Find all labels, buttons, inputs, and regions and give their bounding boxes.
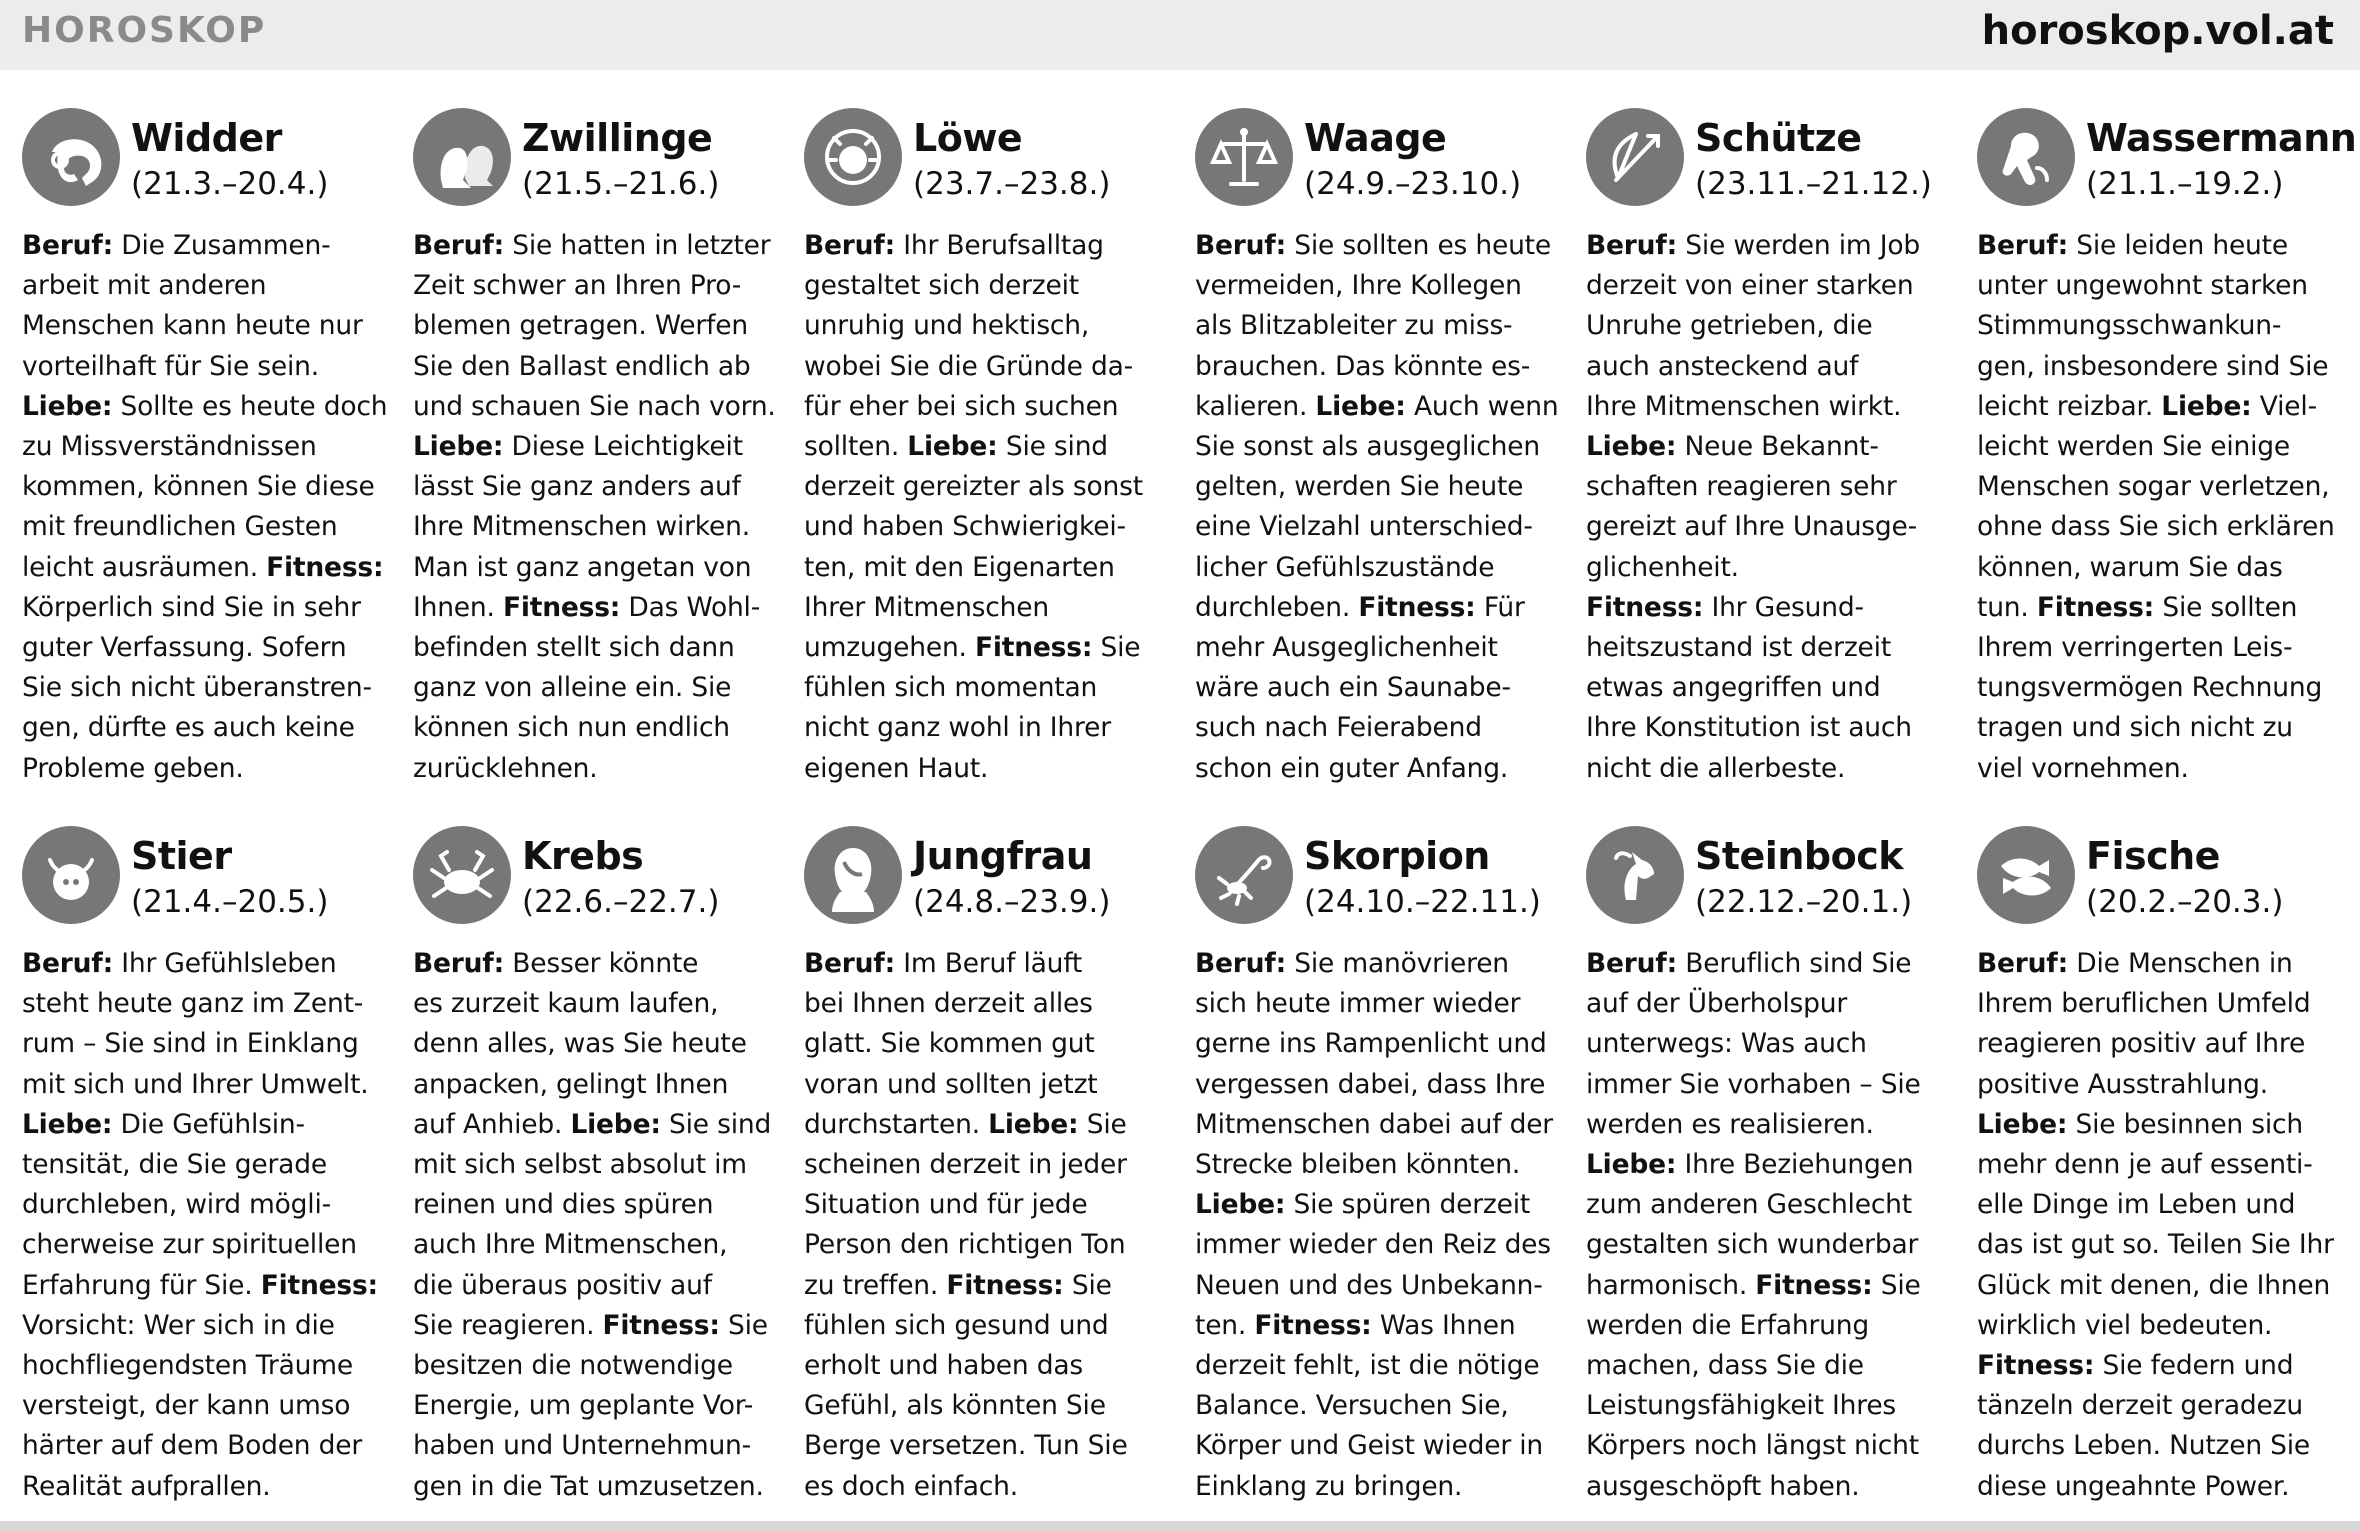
libra-scales-icon: [1195, 108, 1293, 206]
sign-name: Steinbock: [1695, 834, 1903, 878]
sign-loewe: [804, 108, 1195, 826]
sign-dates: (22.12.–20.1.): [1695, 884, 1913, 920]
category-text: Sie manövrieren sich heute immer wieder gerne ins Rampenlicht und vergessen dabei, dass Ihre Mitmenschen dabei auf der Strecke bleiben könnten.: [1195, 948, 1554, 1181]
category-text: Sie hatten in letzter Zeit schwer an Ihren Pro- blemen getragen. Werfen Sie den Ballast endlich ab und schauen Sie nach vorn.: [413, 230, 776, 422]
category-label: Fitness:: [1254, 1309, 1372, 1341]
sign-text: [1195, 944, 1567, 1507]
sign-jungfrau: [804, 826, 1195, 1516]
category-label: Beruf:: [22, 948, 114, 979]
sign-dates: (24.9.–23.10.): [1304, 166, 1522, 202]
leo-lion-icon: [804, 108, 902, 206]
category-text: Die Menschen in Ihrem beruflichen Umfeld reagieren positiv auf Ihre positive Ausstrahlung.: [1977, 948, 2311, 1100]
category-text: Sie werden im Job derzeit von einer starken Unruhe getrieben, die auch ansteckend auf Ihre Mitmenschen wirkt.: [1586, 230, 1920, 422]
capricorn-goat-icon: [1586, 826, 1684, 924]
category-label: Fitness:: [1977, 1350, 2095, 1382]
sign-name: Stier: [131, 834, 232, 878]
sign-wassermann: [1977, 108, 2360, 826]
category-label: Fitness:: [1586, 591, 1704, 623]
category-text: Sie scheinen derzeit in jeder Situation und für jede Person den richtigen Ton zu treffen.: [804, 1108, 1127, 1301]
category-label: Beruf:: [804, 230, 896, 261]
category-text: Sie federn und tänzeln derzeit geradezu durchs Leben. Nutzen Sie diese ungeahnte Power.: [1977, 1350, 2311, 1502]
sign-header: [22, 826, 413, 932]
category-label: Liebe:: [1977, 1108, 2068, 1140]
category-text: Sie leiden heute unter ungewohnt starken Stimmungsschwankun- gen, insbesondere sind Sie leicht reizbar.: [1977, 230, 2329, 422]
aquarius-water-bearer-icon: [1977, 108, 2075, 206]
category-label: Fitness:: [266, 551, 384, 583]
sign-header: [1977, 108, 2360, 214]
category-text: Vorsicht: Wer sich in die hochfliegendsten Träume versteigt, der kann umso härter auf dem Boden der Realität aufprallen.: [22, 1309, 363, 1502]
sign-text: [804, 226, 1176, 789]
category-text: Ihre Beziehungen zum anderen Geschlecht gestalten sich wunderbar harmonisch.: [1586, 1149, 1919, 1301]
sign-steinbock: [1586, 826, 1977, 1516]
sign-name: Jungfrau: [913, 834, 1093, 878]
category-label: Fitness:: [1755, 1269, 1873, 1301]
category-text: Im Beruf läuft bei Ihnen derzeit alles glatt. Sie kommen gut voran und sollten jetzt durchstarten.: [804, 948, 1098, 1140]
page-header: [0, 0, 2360, 70]
category-label: Fitness:: [2036, 591, 2155, 623]
category-text: Sie werden die Erfahrung machen, dass Sie die Leistungsfähigkeit Ihres Körpers noch längst nicht ausgeschöpft haben.: [1586, 1269, 1921, 1502]
sign-name: Zwillinge: [522, 116, 713, 160]
sign-stier: [22, 826, 413, 1516]
sign-name: Schütze: [1695, 116, 1862, 160]
category-text: Die Zusammen- arbeit mit anderen Menschen kann heute nur vorteilhaft für Sie sein.: [22, 230, 363, 382]
category-label: Beruf:: [1977, 948, 2069, 979]
category-text: Für mehr Ausgeglichenheit wäre auch ein Saunabe- such nach Feierabend schon ein guter Anfang.: [1195, 591, 1525, 784]
sign-dates: (21.5.–21.6.): [522, 166, 720, 202]
sign-header: [1586, 826, 1977, 932]
sign-header: [804, 108, 1195, 214]
category-label: Beruf:: [1195, 948, 1287, 979]
sign-dates: (21.3.–20.4.): [131, 166, 329, 202]
sign-skorpion: [1195, 826, 1586, 1516]
sign-name: Krebs: [522, 834, 644, 878]
category-label: Beruf:: [22, 230, 114, 261]
category-text: Ihr Gesund- heitszustand ist derzeit etwas angegriffen und Ihre Konstitution ist auch nicht die allerbeste.: [1586, 591, 1912, 784]
sign-fische: [1977, 826, 2360, 1516]
category-label: Fitness:: [946, 1269, 1064, 1301]
category-label: Beruf:: [413, 230, 505, 261]
category-label: Fitness:: [502, 591, 621, 623]
category-text: Sie spüren derzeit immer wieder den Reiz des Neuen und des Unbekann- ten.: [1195, 1189, 1551, 1341]
section-title: HOROSKOP: [22, 10, 267, 51]
category-text: Sie besitzen die notwendige Energie, um geplante Vor- haben und Unternehmun- gen in die Tat umzusetzen.: [413, 1309, 768, 1502]
sign-name: Widder: [131, 116, 282, 160]
virgo-maiden-icon: [804, 826, 902, 924]
sign-text: [804, 944, 1176, 1507]
sign-dates: (22.6.–22.7.): [522, 884, 720, 920]
category-label: Liebe:: [1586, 1149, 1677, 1181]
category-label: Liebe:: [907, 431, 998, 463]
category-label: Beruf:: [804, 948, 896, 979]
sign-header: [804, 826, 1195, 932]
category-text: Die Gefühlsin- tensität, die Sie gerade durchleben, wird mögli- cherweise zur spirituellen Erfahrung für Sie.: [22, 1108, 357, 1301]
category-label: Liebe:: [22, 390, 113, 422]
scorpio-scorpion-icon: [1195, 826, 1293, 924]
category-text: Das Wohl- befinden stellt sich dann ganz von alleine ein. Sie können sich nun endlich zurücklehnen.: [413, 591, 761, 784]
sign-header: [413, 108, 804, 214]
sign-waage: [1195, 108, 1586, 826]
category-text: Sie fühlen sich gesund und erholt und haben das Gefühl, als könnten Sie Berge versetzen. Tun Sie es doch einfach.: [804, 1269, 1128, 1502]
sagittarius-bow-icon: [1586, 108, 1684, 206]
sign-name: Waage: [1304, 116, 1447, 160]
sign-header: [1195, 108, 1586, 214]
sign-dates: (21.4.–20.5.): [131, 884, 329, 920]
category-label: Fitness:: [1358, 591, 1476, 623]
category-label: Liebe:: [22, 1108, 113, 1140]
sign-schuetze: [1586, 108, 1977, 826]
sign-text: [1977, 226, 2349, 789]
sign-dates: (24.8.–23.9.): [913, 884, 1111, 920]
source-url[interactable]: horoskop.vol.at: [1981, 8, 2334, 54]
category-label: Liebe:: [1195, 1189, 1286, 1221]
aries-ram-icon: [22, 108, 120, 206]
horoscope-grid: [22, 108, 2357, 1520]
category-text: Auch wenn Sie sonst als ausgeglichen gelten, werden Sie heute eine Vielzahl unterschied- licher Gefühlszustände durchleben.: [1195, 390, 1559, 623]
category-label: Fitness:: [974, 632, 1093, 664]
sign-dates: (24.10.–22.11.): [1304, 884, 1541, 920]
sign-name: Fische: [2086, 834, 2220, 878]
category-text: Besser könnte es zurzeit kaum laufen, denn alles, was Sie heute anpacken, gelingt Ihnen auf Anhieb.: [413, 948, 747, 1140]
cancer-crab-icon: [413, 826, 511, 924]
pisces-fish-icon: [1977, 826, 2075, 924]
category-label: Liebe:: [988, 1108, 1079, 1140]
category-label: Liebe:: [1315, 390, 1406, 422]
category-text: Sie besinnen sich mehr denn je auf essenti- elle Dinge im Leben und das ist gut so. Teilen Sie Ihr Glück mit denen, die Ihnen wirklich viel bedeuten.: [1977, 1108, 2334, 1341]
sign-text: [22, 226, 394, 789]
category-label: Beruf:: [413, 948, 505, 979]
sign-header: [22, 108, 413, 214]
category-text: Sie sind mit sich selbst absolut im reinen und dies spüren auch Ihre Mitmenschen, die überaus positiv auf Sie reagieren.: [413, 1108, 772, 1341]
category-label: Liebe:: [1586, 431, 1677, 463]
category-label: Beruf:: [1586, 948, 1678, 979]
sign-header: [1195, 826, 1586, 932]
sign-text: [22, 944, 394, 1507]
sign-dates: (23.11.–21.12.): [1695, 166, 1932, 202]
category-text: Viel- leicht werden Sie einige Menschen sogar verletzen, ohne dass Sie sich erklären können, warum Sie das tun.: [1977, 390, 2335, 623]
category-label: Beruf:: [1586, 230, 1678, 261]
sign-header: [1586, 108, 1977, 214]
sign-name: Wassermann: [2086, 116, 2357, 160]
sign-text: [1586, 226, 1958, 789]
sign-name: Löwe: [913, 116, 1023, 160]
sign-name: Skorpion: [1304, 834, 1490, 878]
category-text: Ihr Berufsalltag gestaltet sich derzeit unruhig und hektisch, wobei Sie die Gründe da- für eher bei sich suchen sollten.: [804, 230, 1134, 463]
category-text: Sie sollten Ihrem verringerten Leis- tungsvermögen Rechnung tragen und sich nicht zu viel vornehmen.: [1977, 591, 2323, 784]
sign-header: [413, 826, 804, 932]
sign-dates: (21.1.–19.2.): [2086, 166, 2284, 202]
category-label: Fitness:: [602, 1309, 720, 1341]
sign-text: [1195, 226, 1567, 789]
category-label: Liebe:: [570, 1108, 661, 1140]
category-label: Fitness:: [260, 1269, 378, 1301]
category-label: Liebe:: [413, 431, 504, 463]
sign-text: [413, 944, 785, 1507]
category-text: Diese Leichtigkeit lässt Sie ganz anders auf Ihre Mitmenschen wirken. Man ist ganz angetan von Ihnen.: [413, 431, 752, 623]
sign-zwillinge: [413, 108, 804, 826]
category-text: Sie sollten es heute vermeiden, Ihre Kollegen als Blitzableiter zu miss- brauchen. Das könnte es- kalieren.: [1195, 230, 1551, 422]
taurus-bull-icon: [22, 826, 120, 924]
sign-text: [413, 226, 785, 789]
sign-dates: (20.2.–20.3.): [2086, 884, 2284, 920]
sign-text: [1977, 944, 2349, 1507]
sign-krebs: [413, 826, 804, 1516]
bottom-divider: [0, 1521, 2360, 1531]
sign-dates: (23.7.–23.8.): [913, 166, 1111, 202]
category-text: Beruflich sind Sie auf der Überholspur unterwegs: Was auch immer Sie vorhaben – Sie werden es realisieren.: [1586, 948, 1921, 1140]
category-text: Neue Bekannt- schaften reagieren sehr gereizt auf Ihre Unausge- glichenheit.: [1586, 431, 1917, 583]
category-text: Sie fühlen sich momentan nicht ganz wohl in Ihrer eigenen Haut.: [804, 632, 1141, 784]
sign-text: [1586, 944, 1958, 1507]
category-text: Körperlich sind Sie in sehr guter Verfassung. Sofern Sie sich nicht überanstren- gen, dürfte es auch keine Probleme geben.: [22, 591, 372, 784]
gemini-twins-icon: [413, 108, 511, 206]
category-text: Sie sind derzeit gereizter als sonst und haben Schwierigkei- ten, mit den Eigenarten Ihrer Mitmenschen umzugehen.: [804, 431, 1143, 664]
category-text: Was Ihnen derzeit fehlt, ist die nötige Balance. Versuchen Sie, Körper und Geist wieder in Einklang zu bringen.: [1195, 1309, 1544, 1502]
category-label: Beruf:: [1977, 230, 2069, 261]
category-text: Ihr Gefühlsleben steht heute ganz im Zent- rum – Sie sind in Einklang mit sich und Ihrer Umwelt.: [22, 948, 369, 1100]
category-text: Sollte es heute doch zu Missverständnissen kommen, können Sie diese mit freundlichen Gesten leicht ausräumen.: [22, 390, 388, 583]
category-label: Beruf:: [1195, 230, 1287, 261]
category-label: Liebe:: [2161, 390, 2252, 422]
sign-widder: [22, 108, 413, 826]
sign-header: [1977, 826, 2360, 932]
